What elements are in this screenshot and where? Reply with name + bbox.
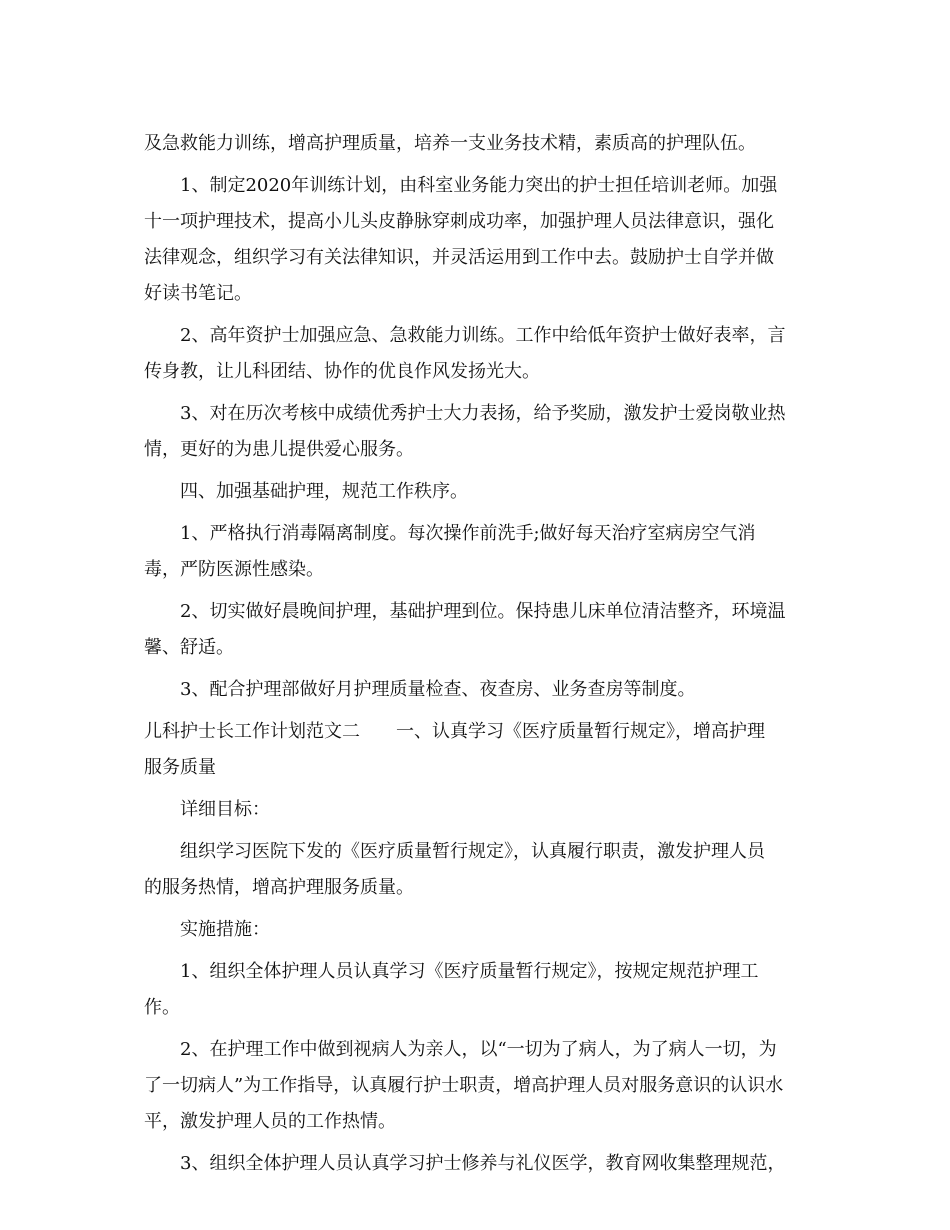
document-title-line: 服务质量 (144, 757, 216, 778)
paragraph-line: 3、对在历次考核中成绩优秀护士大力表扬，给予奖励，激发护士爱岗敬业热 (180, 403, 786, 424)
paragraph-line: 毒，严防医源性感染。 (144, 559, 324, 580)
paragraph-line: 组织学习医院下发的《医疗质量暂行规定》，认真履行职责，激发护理人员 (180, 841, 765, 862)
paragraph-line: 法律观念，组织学习有关法律知识，并灵活运用到工作中去。鼓励护士自学并做 (144, 247, 774, 268)
document-body (144, 126, 808, 1182)
paragraph-line: 2、高年资护士加强应急、急救能力训练。工作中给低年资护士做好表率，言 (180, 325, 786, 346)
paragraph-line: 1、严格执行消毒隔离制度。每次操作前洗手;做好每天治疗室病房空气消 (180, 523, 756, 544)
paragraph-line: 3、配合护理部做好月护理质量检查、夜查房、业务查房等制度。 (180, 679, 696, 700)
paragraph-line: 馨、舒适。 (144, 637, 234, 658)
paragraph-line: 好读书笔记。 (144, 283, 252, 304)
paragraph-line: 传身教，让儿科团结、协作的优良作风发扬光大。 (144, 361, 540, 382)
document-title-line: 儿科护士长工作计划范文二 一、认真学习《医疗质量暂行规定》，增高护理 (144, 721, 765, 742)
paragraph-line: 1、制定2020年训练计划，由科室业务能力突出的护士担任培训老师。加强 (180, 175, 778, 196)
paragraph-line: 平，激发护理人员的工作热情。 (144, 1111, 396, 1132)
paragraph-line: 作。 (144, 997, 180, 1018)
paragraph-line: 2、在护理工作中做到视病人为亲人，以“一切为了病人，为了病人一切，为 (180, 1039, 777, 1060)
paragraph-line: 的服务热情，增高护理服务质量。 (144, 877, 414, 898)
paragraph-line: 1、组织全体护理人员认真学习《医疗质量暂行规定》，按规定规范护理工 (180, 961, 759, 982)
paragraph-line: 3、组织全体护理人员认真学习护士修养与礼仪医学，教育网收集整理规范， (180, 1153, 786, 1174)
subheading: 详细目标： (180, 799, 270, 820)
paragraph-line: 2、切实做好晨晚间护理，基础护理到位。保持患儿床单位清洁整齐，环境温 (180, 601, 786, 622)
paragraph-line: 十一项护理技术，提高小儿头皮静脉穿刺成功率，加强护理人员法律意识，强化 (144, 211, 774, 232)
subheading: 实施措施： (180, 919, 270, 940)
paragraph-line: 情，更好的为患儿提供爱心服务。 (144, 439, 414, 460)
section-heading: 四、加强基础护理，规范工作秩序。 (180, 481, 468, 502)
paragraph-line: 了一切病人”为工作指导，认真履行护士职责，增高护理人员对服务意识的认识水 (144, 1075, 784, 1096)
paragraph-line: 及急救能力训练，增高护理质量，培养一支业务技术精，素质高的护理队伍。 (144, 133, 756, 154)
